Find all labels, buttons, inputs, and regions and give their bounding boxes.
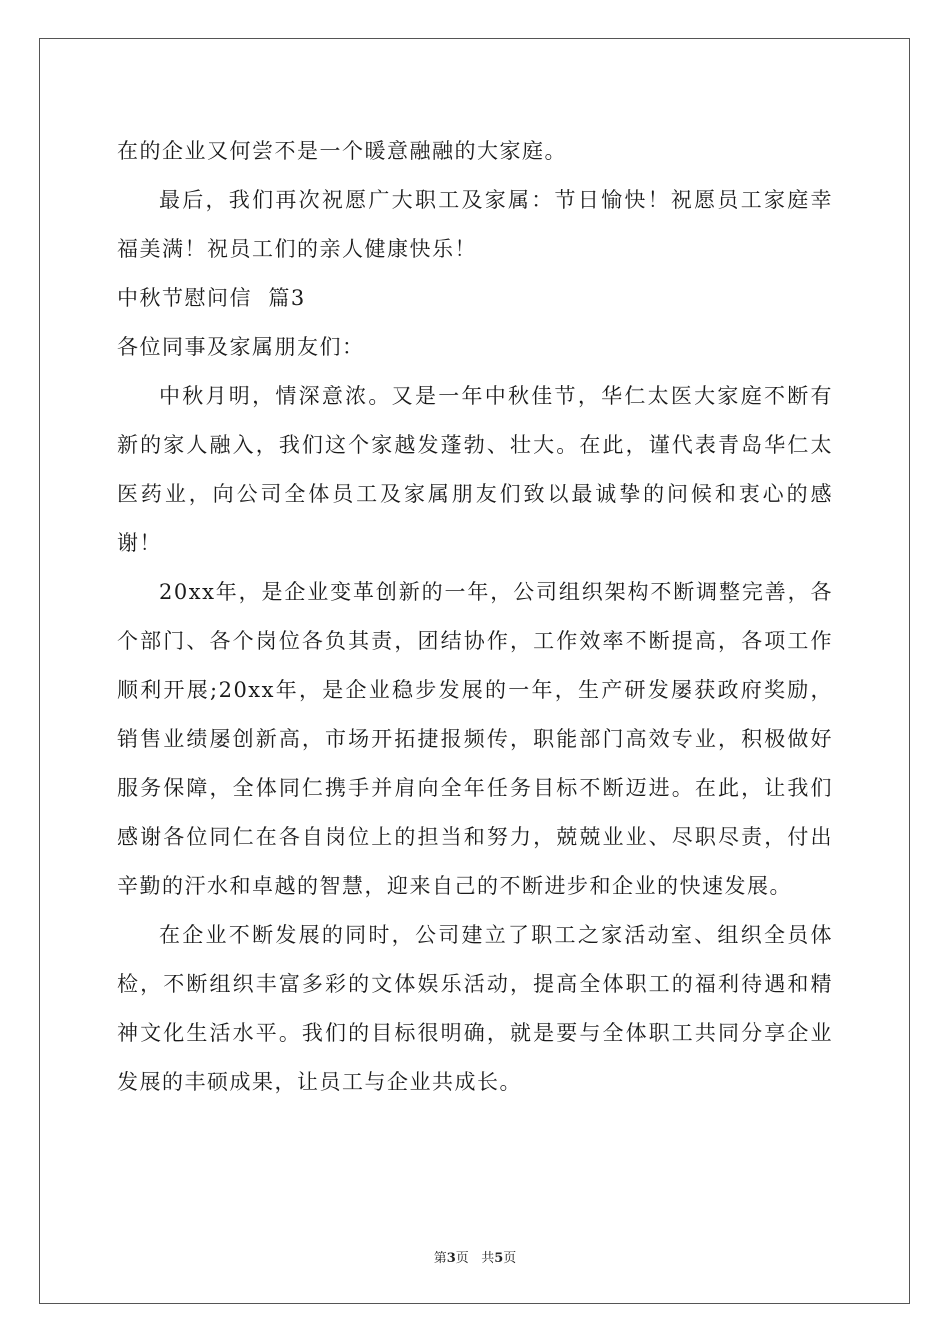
paragraph-welfare: 在企业不断发展的同时，公司建立了职工之家活动室、组织全员体检，不断组织丰富多彩的文体娱乐活动，提高全体职工的福利待遇和精神文化生活水平。我们的目标很明确，就是要与全体职工共同分享企业发展的丰硕成果，让员工与企业共成长。 <box>117 923 833 1094</box>
page-total-number: 5 <box>494 1251 504 1266</box>
total-label-suffix: 页 <box>503 1251 517 1266</box>
document-body <box>117 127 833 1107</box>
paragraph-achievements: 20xx年，是企业变革创新的一年，公司组织架构不断调整完善，各个部门、各个岗位各负其责，团结协作，工作效率不断提高，各项工作顺利开展;20xx年，是企业稳步发展的一年，生产研发屡获政府奖励，销售业绩屡创新高，市场开拓捷报频传，职能部门高效专业，积极做好服务保障，全体同仁携手并肩向全年任务目标不断迈进。在此，让我们感谢各位同仁在各自岗位上的担当和努力，兢兢业业、尽职尽责，付出辛勤的汗水和卓越的智慧，迎来自己的不断进步和企业的快速发展。 <box>117 580 833 898</box>
salutation: 各位同事及家属朋友们： <box>117 335 365 359</box>
page-label-prefix: 第 <box>433 1251 447 1266</box>
paragraph-closing-wishes: 最后，我们再次祝愿广大职工及家属：节日愉快！祝愿员工家庭幸福美满！祝员工们的亲人健康快乐！ <box>117 188 833 261</box>
page-label-suffix: 页 <box>455 1251 469 1266</box>
total-label-prefix: 共 <box>481 1251 495 1266</box>
section-title: 中秋节慰问信 篇3 <box>117 286 306 310</box>
paragraph-continuation: 在的企业又何尝不是一个暖意融融的大家庭。 <box>117 139 567 163</box>
paragraph-greeting: 中秋月明，情深意浓。又是一年中秋佳节，华仁太医大家庭不断有新的家人融入，我们这个家越发蓬勃、壮大。在此，谨代表青岛华仁太医药业，向公司全体员工及家属朋友们致以最诚挚的问候和衷心的感谢！ <box>117 384 833 555</box>
page-current-number: 3 <box>446 1251 456 1266</box>
page-footer <box>0 1247 950 1266</box>
